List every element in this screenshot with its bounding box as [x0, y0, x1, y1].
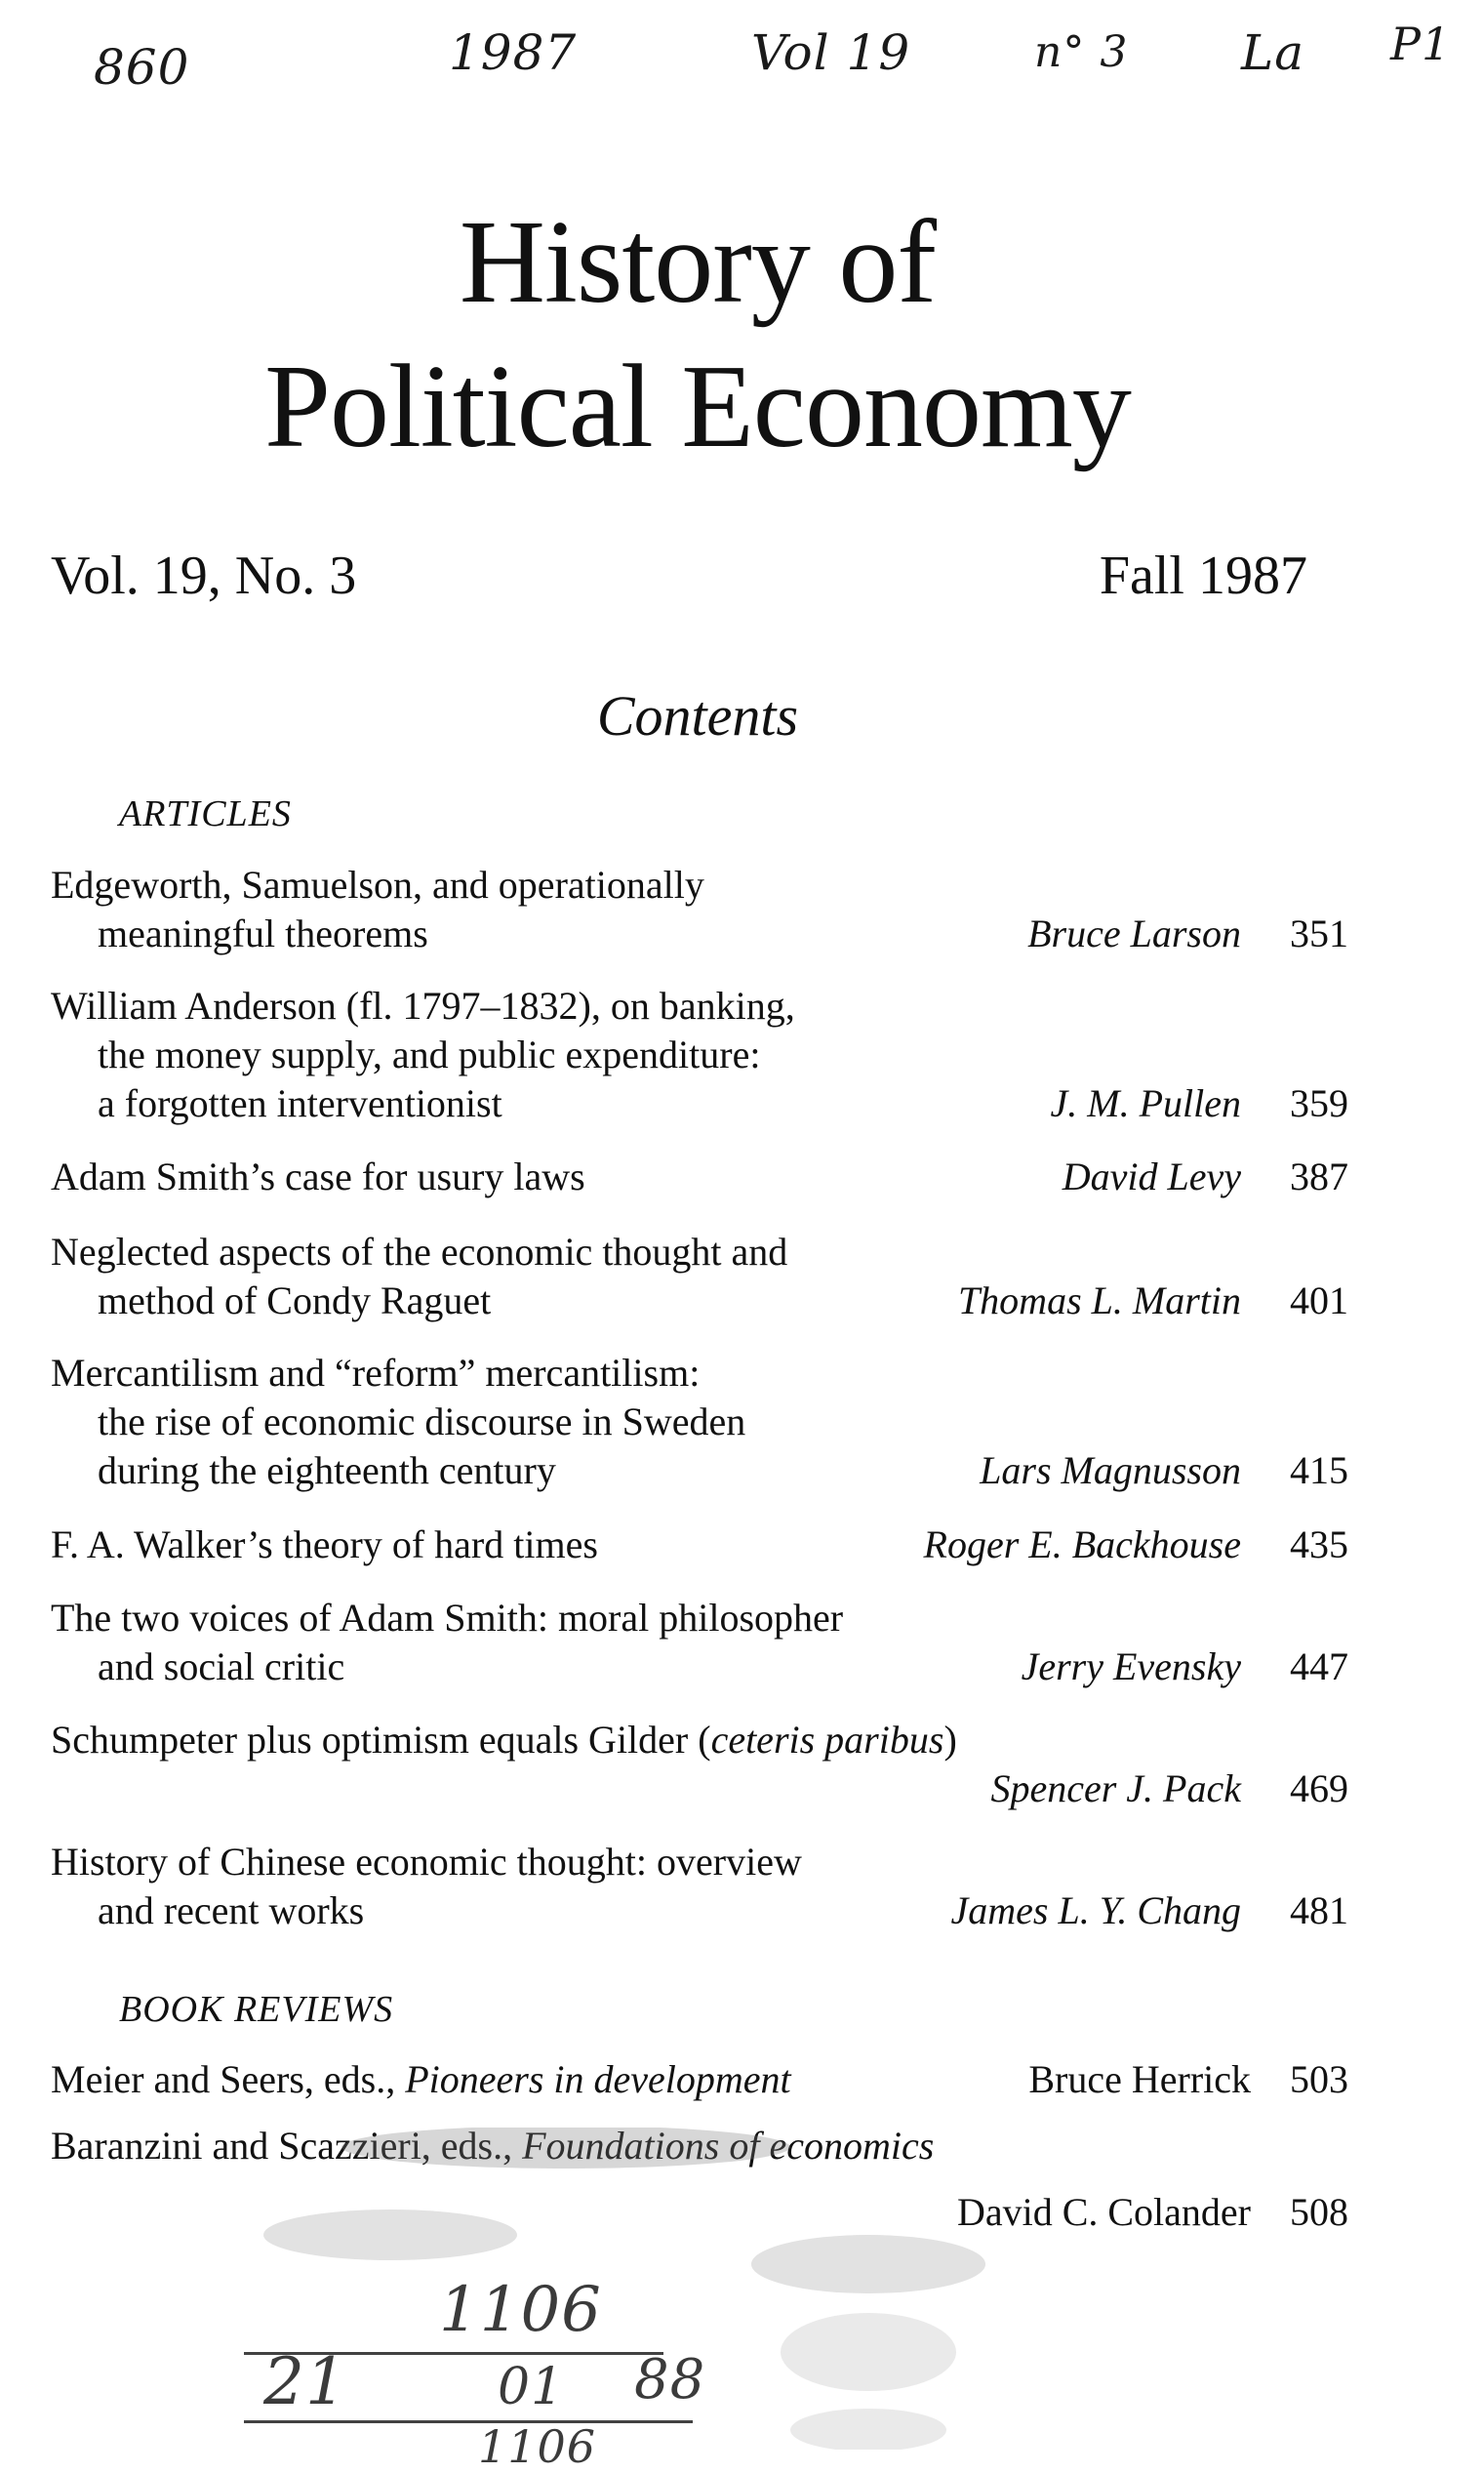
handwritten-year: 1987 [449, 24, 578, 81]
review-authors: Meier and Seers, eds., [51, 2057, 406, 2101]
entry-page-number: 469 [1290, 1766, 1348, 1810]
entry-title-line: and social critic [98, 1644, 345, 1688]
entry-title-line: Edgeworth, Samuelson, and operationally [51, 863, 704, 907]
review-entry[interactable] [51, 2055, 1348, 2104]
toc-entry[interactable] [51, 1838, 1348, 1935]
entry-page-number: 359 [1290, 1081, 1348, 1125]
toc-entry[interactable] [51, 1349, 1348, 1495]
entry-title-line: The two voices of Adam Smith: moral philosopher [51, 1596, 844, 1640]
entry-title-line: History of Chinese economic thought: overview [51, 1840, 802, 1884]
stamp-number: 1106 [439, 2274, 602, 2346]
entry-page-number: 481 [1290, 1888, 1348, 1932]
toc-entry[interactable] [51, 1153, 1348, 1201]
review-book-title: Foundations of economics [522, 2124, 935, 2168]
entry-author: Roger E. Backhouse [923, 1522, 1241, 1566]
review-reviewer: David C. Colander [956, 2190, 1251, 2234]
handwritten-issue-number: n° 3 [1034, 27, 1129, 77]
journal-title-line2: Political Economy [264, 341, 1131, 472]
stamp-line [244, 2420, 693, 2423]
entry-author: David Levy [1062, 1155, 1241, 1198]
entry-title-line: Neglected aspects of the economic thought and [51, 1230, 788, 1274]
book-reviews-heading: BOOK REVIEWS [119, 1989, 394, 2030]
volume-issue: Vol. 19, No. 3 [51, 546, 357, 606]
entry-page-number: 401 [1290, 1278, 1348, 1322]
library-stamp [244, 2128, 1044, 2473]
entry-title-line [51, 1716, 1348, 1764]
handwritten-call-number: 860 [94, 39, 190, 96]
entry-author: Jerry Evensky [1021, 1644, 1241, 1688]
entry-title-line: a forgotten interventionist [98, 1081, 502, 1125]
entry-title-text: ) [943, 1718, 957, 1762]
entry-author: Bruce Larson [1027, 912, 1241, 955]
entry-title-line: F. A. Walker’s theory of hard times [51, 1522, 598, 1566]
stamp-partial-number: 1106 [478, 2420, 597, 2473]
stamp-date-day: 21 [263, 2344, 347, 2419]
review-authors: Baranzini and Scazzieri, eds., [51, 2124, 523, 2168]
entry-title-line: Adam Smith’s case for usury laws [51, 1155, 585, 1198]
handwritten-mark-la: La [1241, 24, 1305, 81]
handwritten-volume: Vol 19 [751, 24, 911, 81]
handwritten-mark-p1: P1 [1390, 18, 1452, 70]
issue-season: Fall 1987 [1099, 546, 1307, 606]
entry-title-line: and recent works [98, 1888, 365, 1932]
review-book-title: Pioneers in development [405, 2057, 791, 2101]
toc-entry[interactable] [51, 1520, 1348, 1569]
entry-title-text: Schumpeter plus optimism equals Gilder ( [51, 1718, 711, 1762]
entry-author: Thomas L. Martin [957, 1278, 1241, 1322]
entry-title-line: during the eighteenth century [98, 1448, 556, 1492]
entry-title-line: William Anderson (fl. 1797–1832), on banking, [51, 984, 795, 1028]
articles-heading: ARTICLES [119, 793, 292, 834]
entry-page-number: 415 [1290, 1448, 1348, 1492]
entry-page-number: 351 [1290, 912, 1348, 955]
toc-entry[interactable] [51, 982, 1348, 1128]
toc-entry[interactable] [51, 861, 1348, 958]
entry-title-line: meaningful theorems [98, 912, 428, 955]
review-page-number: 503 [1290, 2057, 1348, 2101]
contents-heading: Contents [596, 684, 799, 748]
review-page-number: 508 [1290, 2190, 1348, 2234]
entry-author: J. M. Pullen [1050, 1081, 1241, 1125]
entry-page-number: 435 [1290, 1522, 1348, 1566]
entry-title-line: the money supply, and public expenditure: [98, 1033, 761, 1076]
journal-title-line1: History of [459, 196, 937, 328]
toc-entry[interactable] [51, 1594, 1348, 1691]
stamp-date-year: 88 [634, 2348, 706, 2412]
entry-author: James L. Y. Chang [950, 1888, 1241, 1932]
toc-entry[interactable] [51, 1716, 1348, 1813]
entry-title-line: the rise of economic discourse in Sweden [98, 1399, 746, 1443]
entry-title-italic: ceteris paribus [710, 1718, 944, 1762]
entry-author: Lars Magnusson [980, 1448, 1241, 1492]
entry-author: Spencer J. Pack [990, 1766, 1241, 1810]
review-reviewer: Bruce Herrick [1028, 2057, 1251, 2101]
entry-title-line: Mercantilism and “reform” mercantilism: [51, 1351, 701, 1395]
stamp-date-month: 01 [498, 2358, 565, 2416]
toc-entry[interactable] [51, 1228, 1348, 1325]
entry-title-line: method of Condy Raguet [98, 1278, 492, 1322]
entry-page-number: 447 [1290, 1644, 1348, 1688]
entry-page-number: 387 [1290, 1155, 1348, 1198]
